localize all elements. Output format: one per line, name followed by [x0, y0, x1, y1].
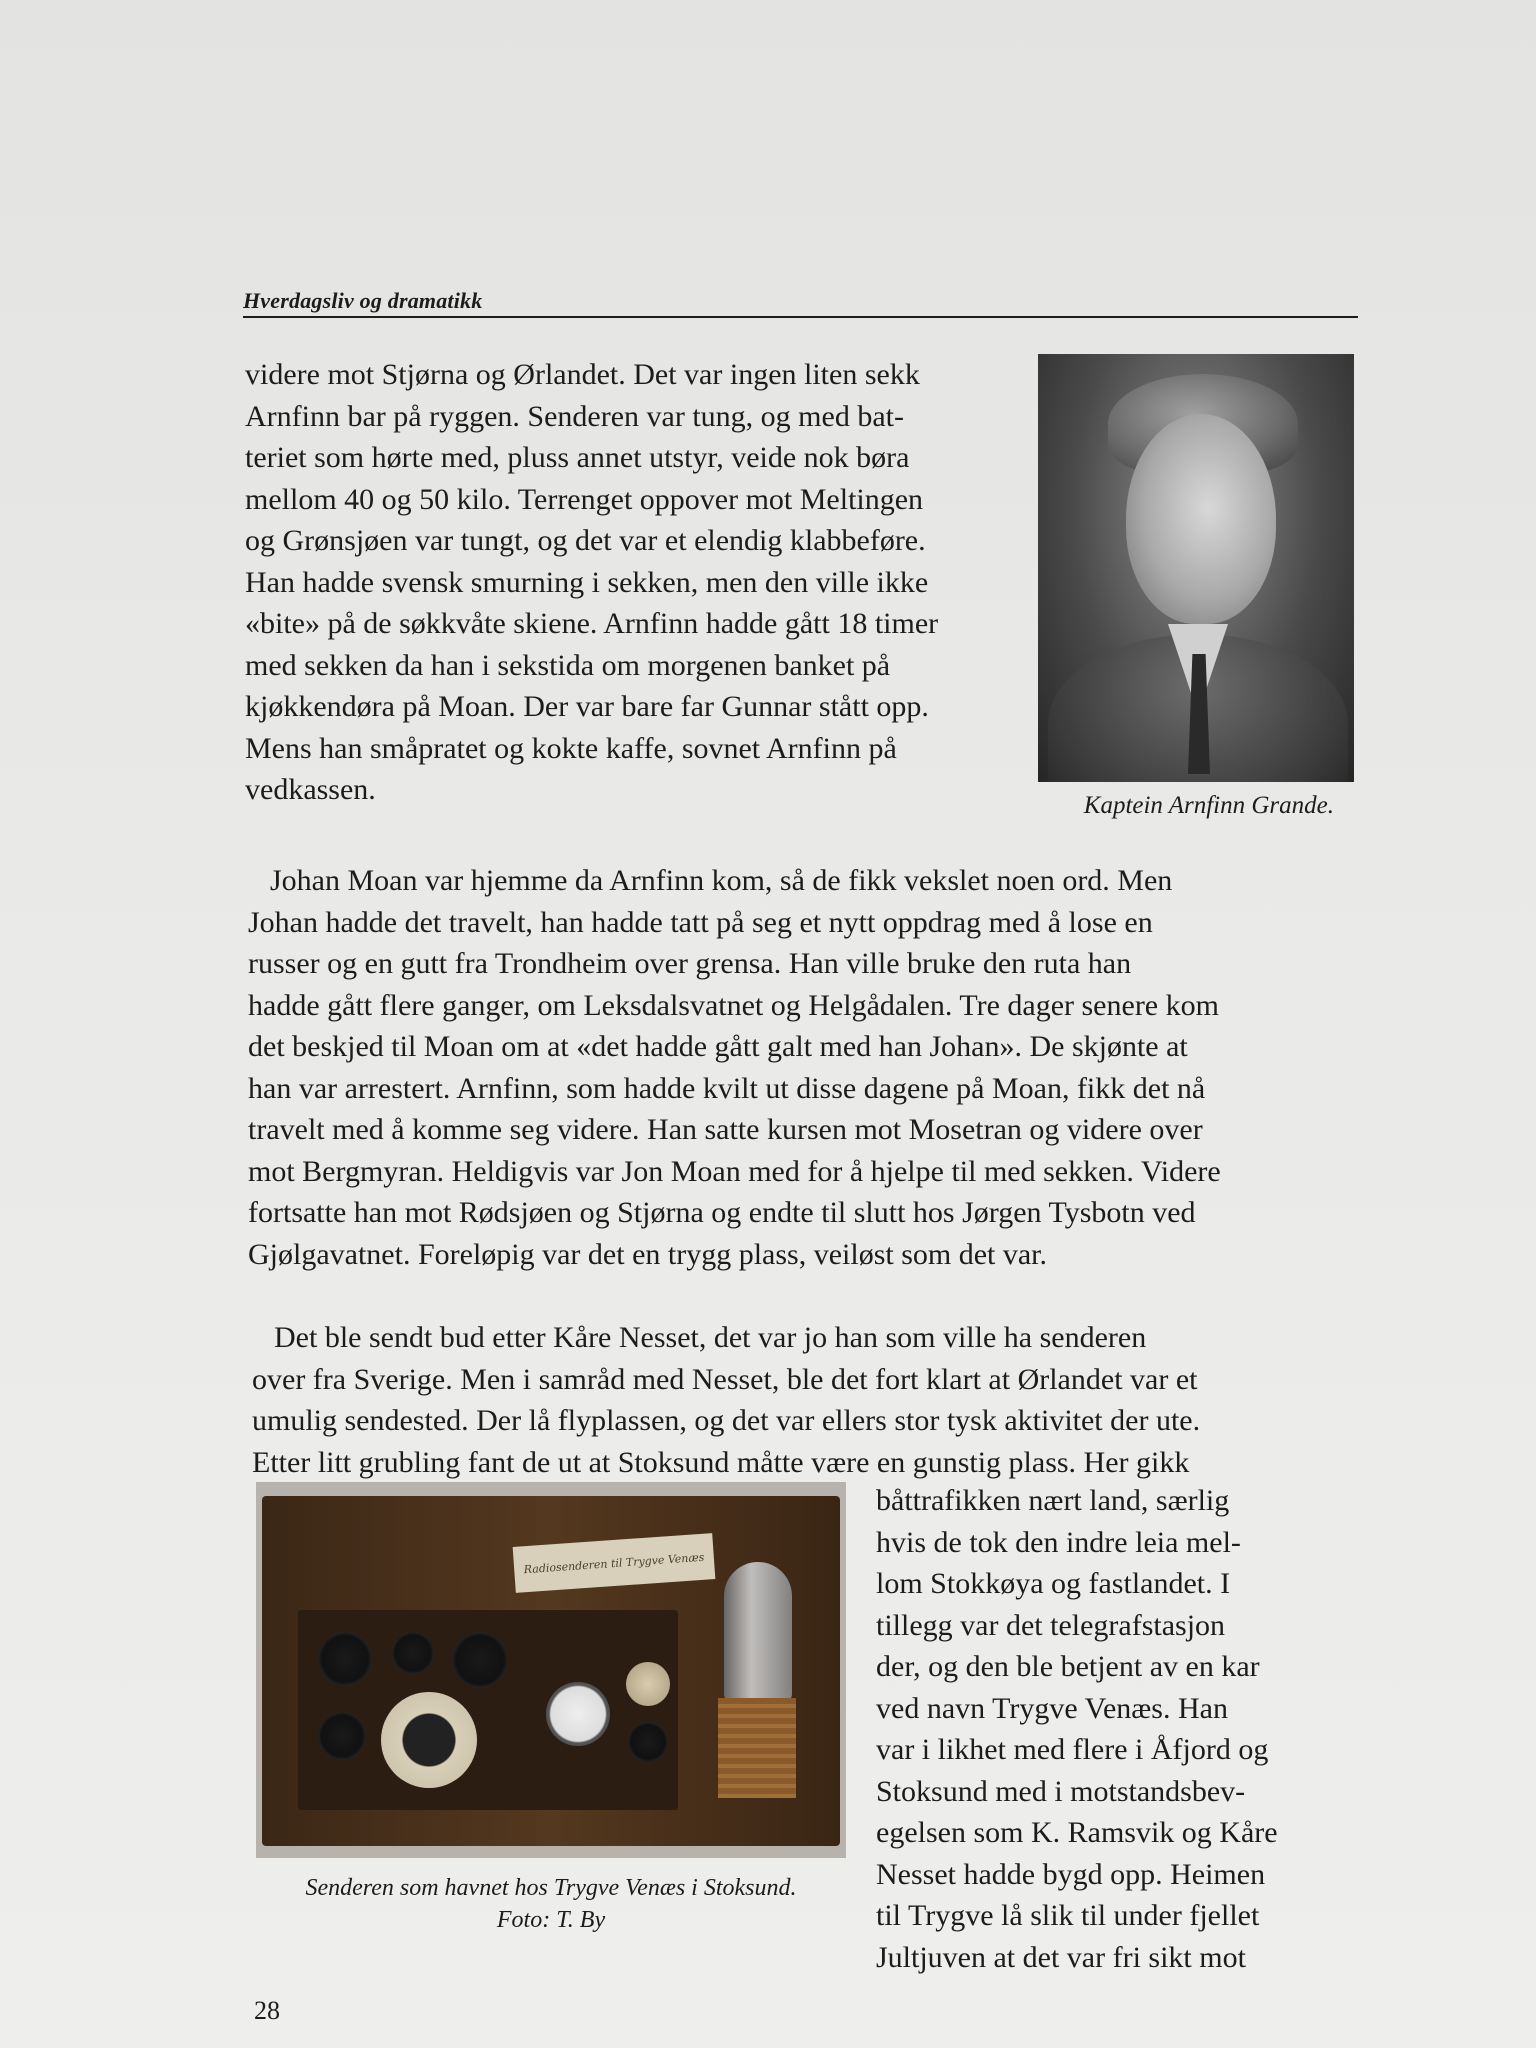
paragraph-2: [248, 860, 1348, 1275]
running-head: Hverdagsliv og dramatikk: [243, 288, 483, 313]
text-line: Johan Moan var hjemme da Arnfinn kom, så de fikk vekslet noen ord. Men: [270, 864, 1173, 897]
text-line: russer og en gutt fra Trondheim over grensa. Han ville bruke den ruta han: [248, 947, 1132, 980]
text-line: lom Stokkøya og fastlandet. I: [876, 1567, 1231, 1600]
text-line: travelt med å komme seg videre. Han satte kursen mot Mosetran og videre over: [248, 1113, 1203, 1146]
text-line: det beskjed til Moan om at «det hadde gått galt med han Johan». De skjønte at: [248, 1030, 1188, 1063]
header-rule: [243, 316, 1358, 318]
text-line: Arnfinn bar på ryggen. Senderen var tung, og med bat-: [245, 399, 904, 433]
text-line: Stoksund med i motstandsbev-: [876, 1774, 1246, 1808]
text-line: og Grønsjøen var tungt, og det var et elendig klabbeføre.: [245, 524, 926, 557]
text-line: Det ble sendt bud etter Kåre Nesset, det var jo han som ville ha senderen: [274, 1321, 1147, 1354]
text-line: kjøkkendøra på Moan. Der var bare far Gunnar stått opp.: [245, 690, 929, 723]
text-line: over fra Sverige. Men i samråd med Nesset, ble det fort klart at Ørlandet var et: [252, 1362, 1198, 1396]
text-line: tillegg var det telegrafstasjon: [876, 1608, 1226, 1642]
text-line: «bite» på de søkkvåte skiene. Arnfinn hadde gått 18 timer: [245, 607, 939, 640]
text-line: umulig sendested. Der lå flyplassen, og det var ellers stor tysk aktivitet der ute.: [252, 1404, 1201, 1437]
text-line: Etter litt grubling fant de ut at Stoksund måtte være en gunstig plass. Her gikk: [252, 1445, 1190, 1479]
text-line: Nesset hadde bygd opp. Heimen: [876, 1857, 1266, 1891]
text-line: var i likhet med flere i Åfjord og: [876, 1733, 1269, 1766]
text-line: mot Bergmyran. Heldigvis var Jon Moan med for å hjelpe til med sekken. Videre: [248, 1154, 1221, 1188]
text-line: teriet som hørte med, pluss annet utstyr, veide nok børa: [245, 441, 910, 474]
text-line: Mens han småpratet og kokte kaffe, sovnet Arnfinn på: [245, 731, 897, 765]
paragraph-3: [252, 1317, 1312, 1483]
paragraph-1: [245, 354, 1045, 811]
text-line: hvis de tok den indre leia mel-: [876, 1525, 1241, 1559]
text-line: med sekken da han i sekstida om morgenen banket på: [245, 648, 891, 682]
photo-credit: Foto: T. By: [496, 1907, 606, 1933]
radio-caption-line: Senderen som havnet hos Trygve Venæs i Stoksund.: [305, 1875, 797, 1901]
text-line: Johan hadde det travelt, han hadde tatt på seg et nytt oppdrag med å lose en: [248, 905, 1153, 939]
text-line: egelsen som K. Ramsvik og Kåre: [876, 1816, 1278, 1849]
text-line: Jultjuven at det var fri sikt mot: [876, 1940, 1246, 1974]
text-line: hadde gått flere ganger, om Leksdalsvatnet og Helgådalen. Tre dager senere kom: [248, 988, 1219, 1022]
text-line: fortsatte han mot Rødsjøen og Stjørna og endte til slutt hos Jørgen Tysbotn ved: [248, 1196, 1196, 1229]
text-line: Gjølgavatnet. Foreløpig var det en trygg plass, veiløst som det var.: [248, 1237, 1048, 1271]
radio-caption: [256, 1872, 846, 1936]
text-line: Han hadde svensk smurning i sekken, men den ville ikke: [245, 565, 929, 599]
portrait-caption: Kaptein Arnfinn Grande.: [1083, 792, 1334, 819]
text-line: til Trygve lå slik til under fjellet: [876, 1899, 1260, 1932]
text-line: vedkassen.: [245, 773, 376, 806]
text-line: ved navn Trygve Venæs. Han: [876, 1691, 1228, 1725]
radio-transmitter-photo: [256, 1482, 846, 1858]
paragraph-3-wrap: [876, 1480, 1336, 1978]
text-line: videre mot Stjørna og Ørlandet. Det var ingen liten sekk: [245, 358, 920, 391]
radio-label-note: Radiosenderen til Trygve Venæs: [513, 1533, 716, 1593]
text-line: han var arrestert. Arnfinn, som hadde kvilt ut disse dagene på Moan, fikk det nå: [248, 1071, 1206, 1105]
text-line: mellom 40 og 50 kilo. Terrenget oppover mot Meltingen: [245, 482, 924, 516]
portrait-photo: [1038, 354, 1354, 782]
text-line: båttrafikken nært land, særlig: [876, 1484, 1230, 1517]
text-line: der, og den ble betjent av en kar: [876, 1650, 1260, 1683]
page-number: 28: [254, 1996, 280, 2025]
